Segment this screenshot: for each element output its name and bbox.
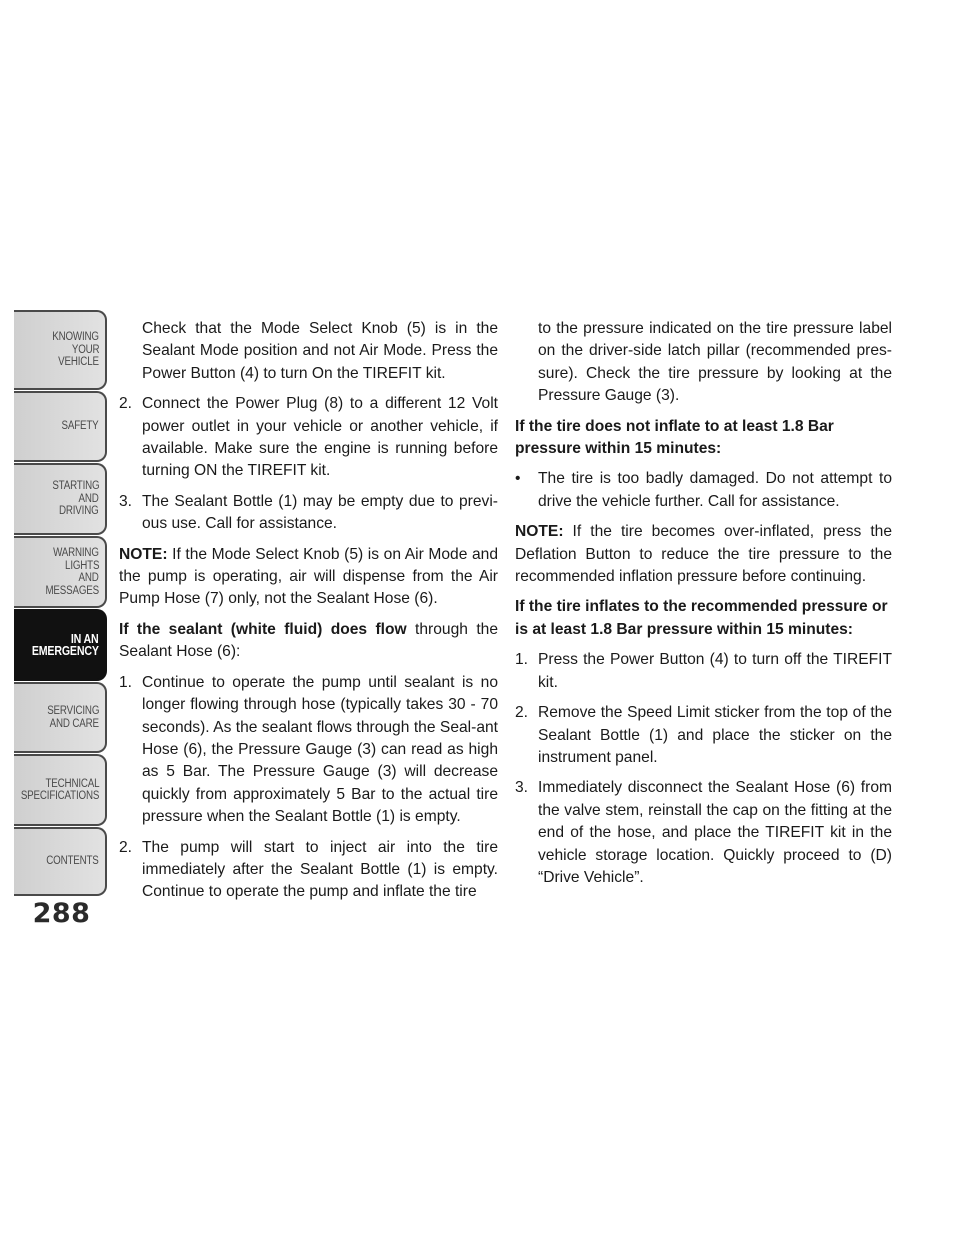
list-item — [515, 777, 892, 889]
tab-label-line: EMERGENCY — [32, 644, 99, 658]
flow-intro — [119, 619, 498, 664]
tab-label-line: SPECIFICATIONS — [20, 790, 99, 802]
tab-label-line: YOUR — [71, 343, 99, 356]
tab-knowing-your-vehicle[interactable] — [14, 310, 107, 390]
tab-technical-specifications[interactable] — [14, 754, 107, 826]
bullet-item — [515, 468, 892, 513]
list-text: Continue to operate the pump until sealant is no longer flowing through hose (typically takes 30 - 70 seconds). As the sealant flows through the Seal-ant Hose (6), the Pressure Gauge (3) can read as high as 5 Bar. The Pressure Gauge (3) will decrease quickly from approximately 5 Bar to the actual tire pressure when the Sealant Bottle (1) is empty. — [142, 673, 498, 826]
list-number: 2. — [119, 838, 133, 856]
list-item — [119, 837, 498, 904]
tab-warning-lights-and-messages[interactable] — [14, 536, 107, 608]
list-item — [515, 702, 892, 769]
tab-contents[interactable] — [14, 827, 107, 896]
tab-label-line: AND — [78, 492, 99, 505]
list-item — [119, 672, 498, 829]
tab-label-line: AND — [78, 572, 99, 584]
tab-starting-and-driving[interactable] — [14, 463, 107, 535]
note-text: If the tire becomes over-inflated, press the Deflation Button to reduce the tire pressure to the recommended inflation pressure before continuing. — [515, 523, 892, 586]
right-column — [515, 318, 892, 897]
bullet-text: The tire is too badly damaged. Do not attempt to drive the vehicle further. Call for assistance. — [538, 470, 892, 510]
section-heading: If the tire inflates to the recommended pressure or is at least 1.8 Bar pressure within 15 minutes: — [515, 598, 888, 638]
tab-label-line: LIGHTS — [64, 559, 99, 572]
list-item — [119, 393, 498, 483]
tab-label-line: KNOWING — [52, 331, 99, 344]
note-label: NOTE: — [515, 523, 564, 541]
tab-label-line: SAFETY — [61, 420, 99, 433]
list-text: Immediately disconnect the Sealant Hose (6) from the valve stem, reinstall the cap on the fitting at the end of the hose, and place the TIREFIT kit in the vehicle storage location. Quickly proceed to (D) “Drive Vehicle”. — [538, 779, 892, 886]
note-paragraph — [515, 521, 892, 588]
continued-paragraph: to the pressure indicated on the tire pressure label on the driver-side latch pillar (recommended pres-sure). Check the tire pressure by looking at the Pressure Gauge (3). — [538, 320, 892, 405]
tab-label-line: SERVICING — [46, 705, 99, 717]
tab-label-line: MESSAGES — [45, 584, 99, 597]
list-item — [515, 649, 892, 694]
tab-label-line: AND CARE — [49, 717, 99, 730]
tab-label-line: DRIVING — [59, 505, 99, 518]
tab-label-line: WARNING — [53, 547, 99, 559]
list-number: 1. — [119, 673, 133, 691]
continued-paragraph: Check that the Mode Select Knob (5) is in the Sealant Mode position and not Air Mode. Press the Power Button (4) to turn On the TIREFIT kit. — [142, 320, 498, 382]
tab-safety[interactable] — [14, 391, 107, 462]
page-number: 288 — [32, 898, 91, 929]
tab-label-line: VEHICLE — [58, 356, 99, 369]
list-text: The pump will start to inject air into the tire immediately after the Sealant Bottle (1) is empty. Continue to operate the pump and inflate the tire — [142, 838, 498, 901]
tab-servicing-and-care[interactable] — [14, 682, 107, 753]
tab-label-line: STARTING — [51, 480, 99, 493]
list-text: Press the Power Button (4) to turn off the TIREFIT kit. — [538, 651, 892, 691]
list-number: 3. — [119, 492, 133, 510]
note-text: If the Mode Select Knob (5) is on Air Mode and the pump is operating, air will dispense from the Air Pump Hose (7) only, not the Sealant Hose (6). — [119, 545, 498, 608]
list-text: Connect the Power Plug (8) to a different 12 Volt power outlet in your vehicle or another vehicle, if available. Make sure the engine is running before turning ON the TIREFIT kit. — [142, 395, 498, 480]
flow-text: through the Sealant Hose (6): — [119, 620, 498, 661]
list-text: The Sealant Bottle (1) may be empty due to previ-ous use. Call for assistance. — [142, 492, 498, 533]
list-text: Remove the Speed Limit sticker from the top of the Sealant Bottle (1) and place the sticker on the instrument panel. — [538, 704, 892, 766]
list-number: 3. — [515, 779, 529, 797]
list-number: 2. — [515, 704, 529, 722]
bullet-mark: • — [515, 470, 521, 488]
tab-label-line: IN AN — [71, 631, 99, 646]
note-paragraph — [119, 544, 498, 611]
tab-label-line: TECHNICAL — [45, 777, 99, 790]
note-label: NOTE: — [119, 545, 168, 563]
list-number: 1. — [515, 651, 529, 669]
list-number: 2. — [119, 395, 133, 413]
flow-heading: If the sealant (white fluid) does flow — [119, 620, 407, 638]
tab-label-line: CONTENTS — [46, 855, 99, 868]
section-heading: If the tire does not inflate to at least 1.8 Bar pressure within 15 minutes: — [515, 417, 834, 458]
left-column — [119, 318, 498, 912]
list-item — [119, 491, 498, 536]
tab-in-an-emergency[interactable] — [14, 609, 107, 681]
